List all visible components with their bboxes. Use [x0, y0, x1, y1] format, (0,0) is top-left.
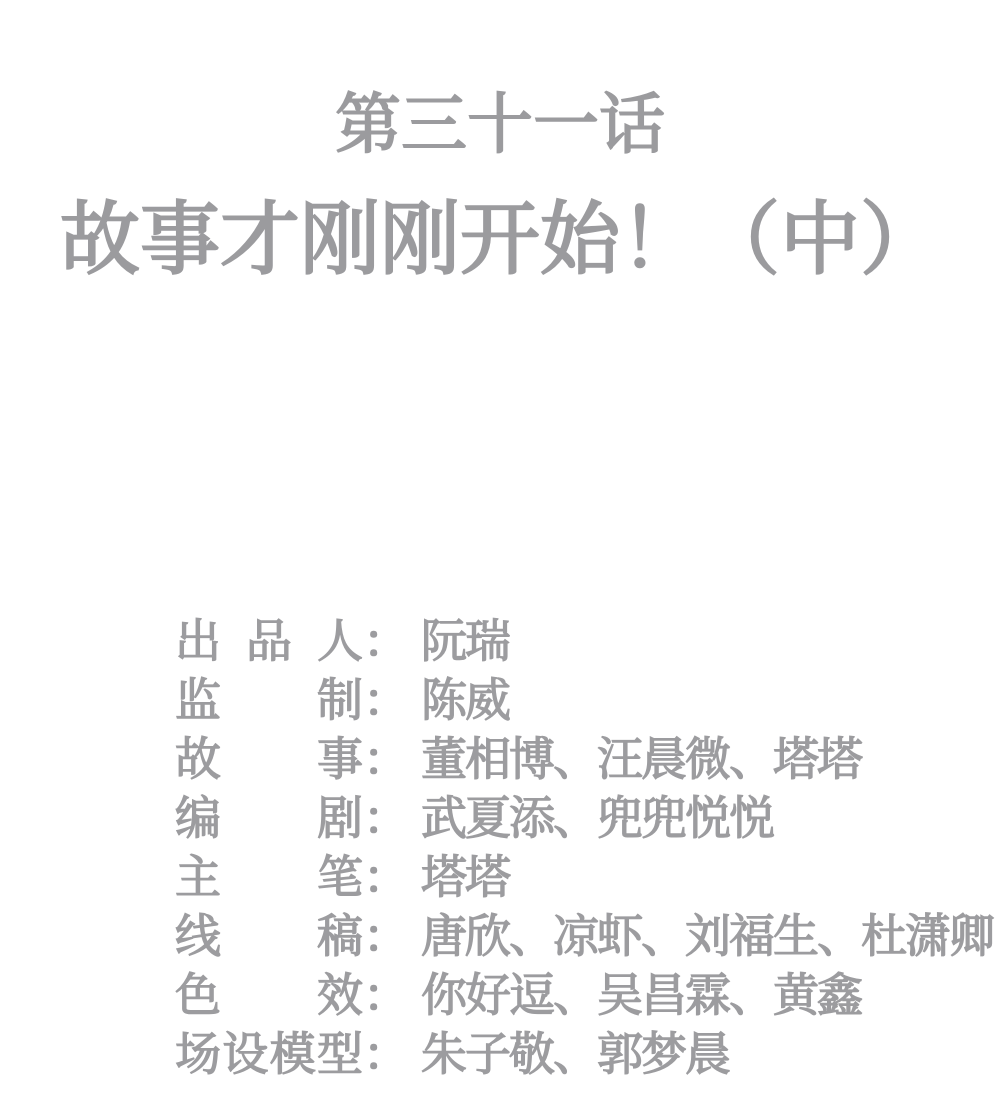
credit-colon: ：: [363, 734, 409, 785]
credit-names: 唐欣、凉虾、刘福生、杜潇卿: [421, 911, 993, 962]
credit-colon: ：: [363, 852, 409, 903]
credit-row-color-effects: [175, 966, 993, 1025]
credit-role-label: 出品人: [175, 616, 363, 667]
credit-role-label: 色效: [175, 970, 363, 1021]
credit-names: 阮瑞: [421, 616, 509, 667]
credit-names: 塔塔: [421, 852, 509, 903]
credit-role-label: 故事: [175, 734, 363, 785]
credit-colon: ：: [363, 970, 409, 1021]
credit-role-label: 监制: [175, 675, 363, 726]
credit-role-label: 编剧: [175, 793, 363, 844]
credit-colon: ：: [363, 1029, 409, 1080]
credit-role-label: 场设模型: [175, 1029, 363, 1080]
credits-list: [175, 612, 993, 1084]
credit-names: 你好逗、吴昌霖、黄鑫: [421, 970, 861, 1021]
credit-colon: ：: [363, 793, 409, 844]
credit-row-screenwriter: [175, 789, 993, 848]
credit-colon: ：: [363, 616, 409, 667]
credit-names: 董相博、汪晨微、塔塔: [421, 734, 861, 785]
credit-row-lead-artist: [175, 848, 993, 907]
credit-row-supervisor: [175, 671, 993, 730]
credit-role-label: 主笔: [175, 852, 363, 903]
episode-number-title: 第三十一话: [335, 89, 665, 162]
credit-names: 武夏添、兜兜悦悦: [421, 793, 773, 844]
credit-row-story: [175, 730, 993, 789]
credit-names: 陈威: [421, 675, 509, 726]
credit-colon: ：: [363, 911, 409, 962]
credit-row-line-art: [175, 907, 993, 966]
episode-subtitle: 故事才刚刚开始！（中）: [60, 197, 940, 285]
credit-row-scene-models: [175, 1025, 993, 1084]
credit-colon: ：: [363, 675, 409, 726]
credit-names: 朱子敬、郭梦晨: [421, 1029, 729, 1080]
credit-role-label: 线稿: [175, 911, 363, 962]
credit-row-producer: [175, 612, 993, 671]
